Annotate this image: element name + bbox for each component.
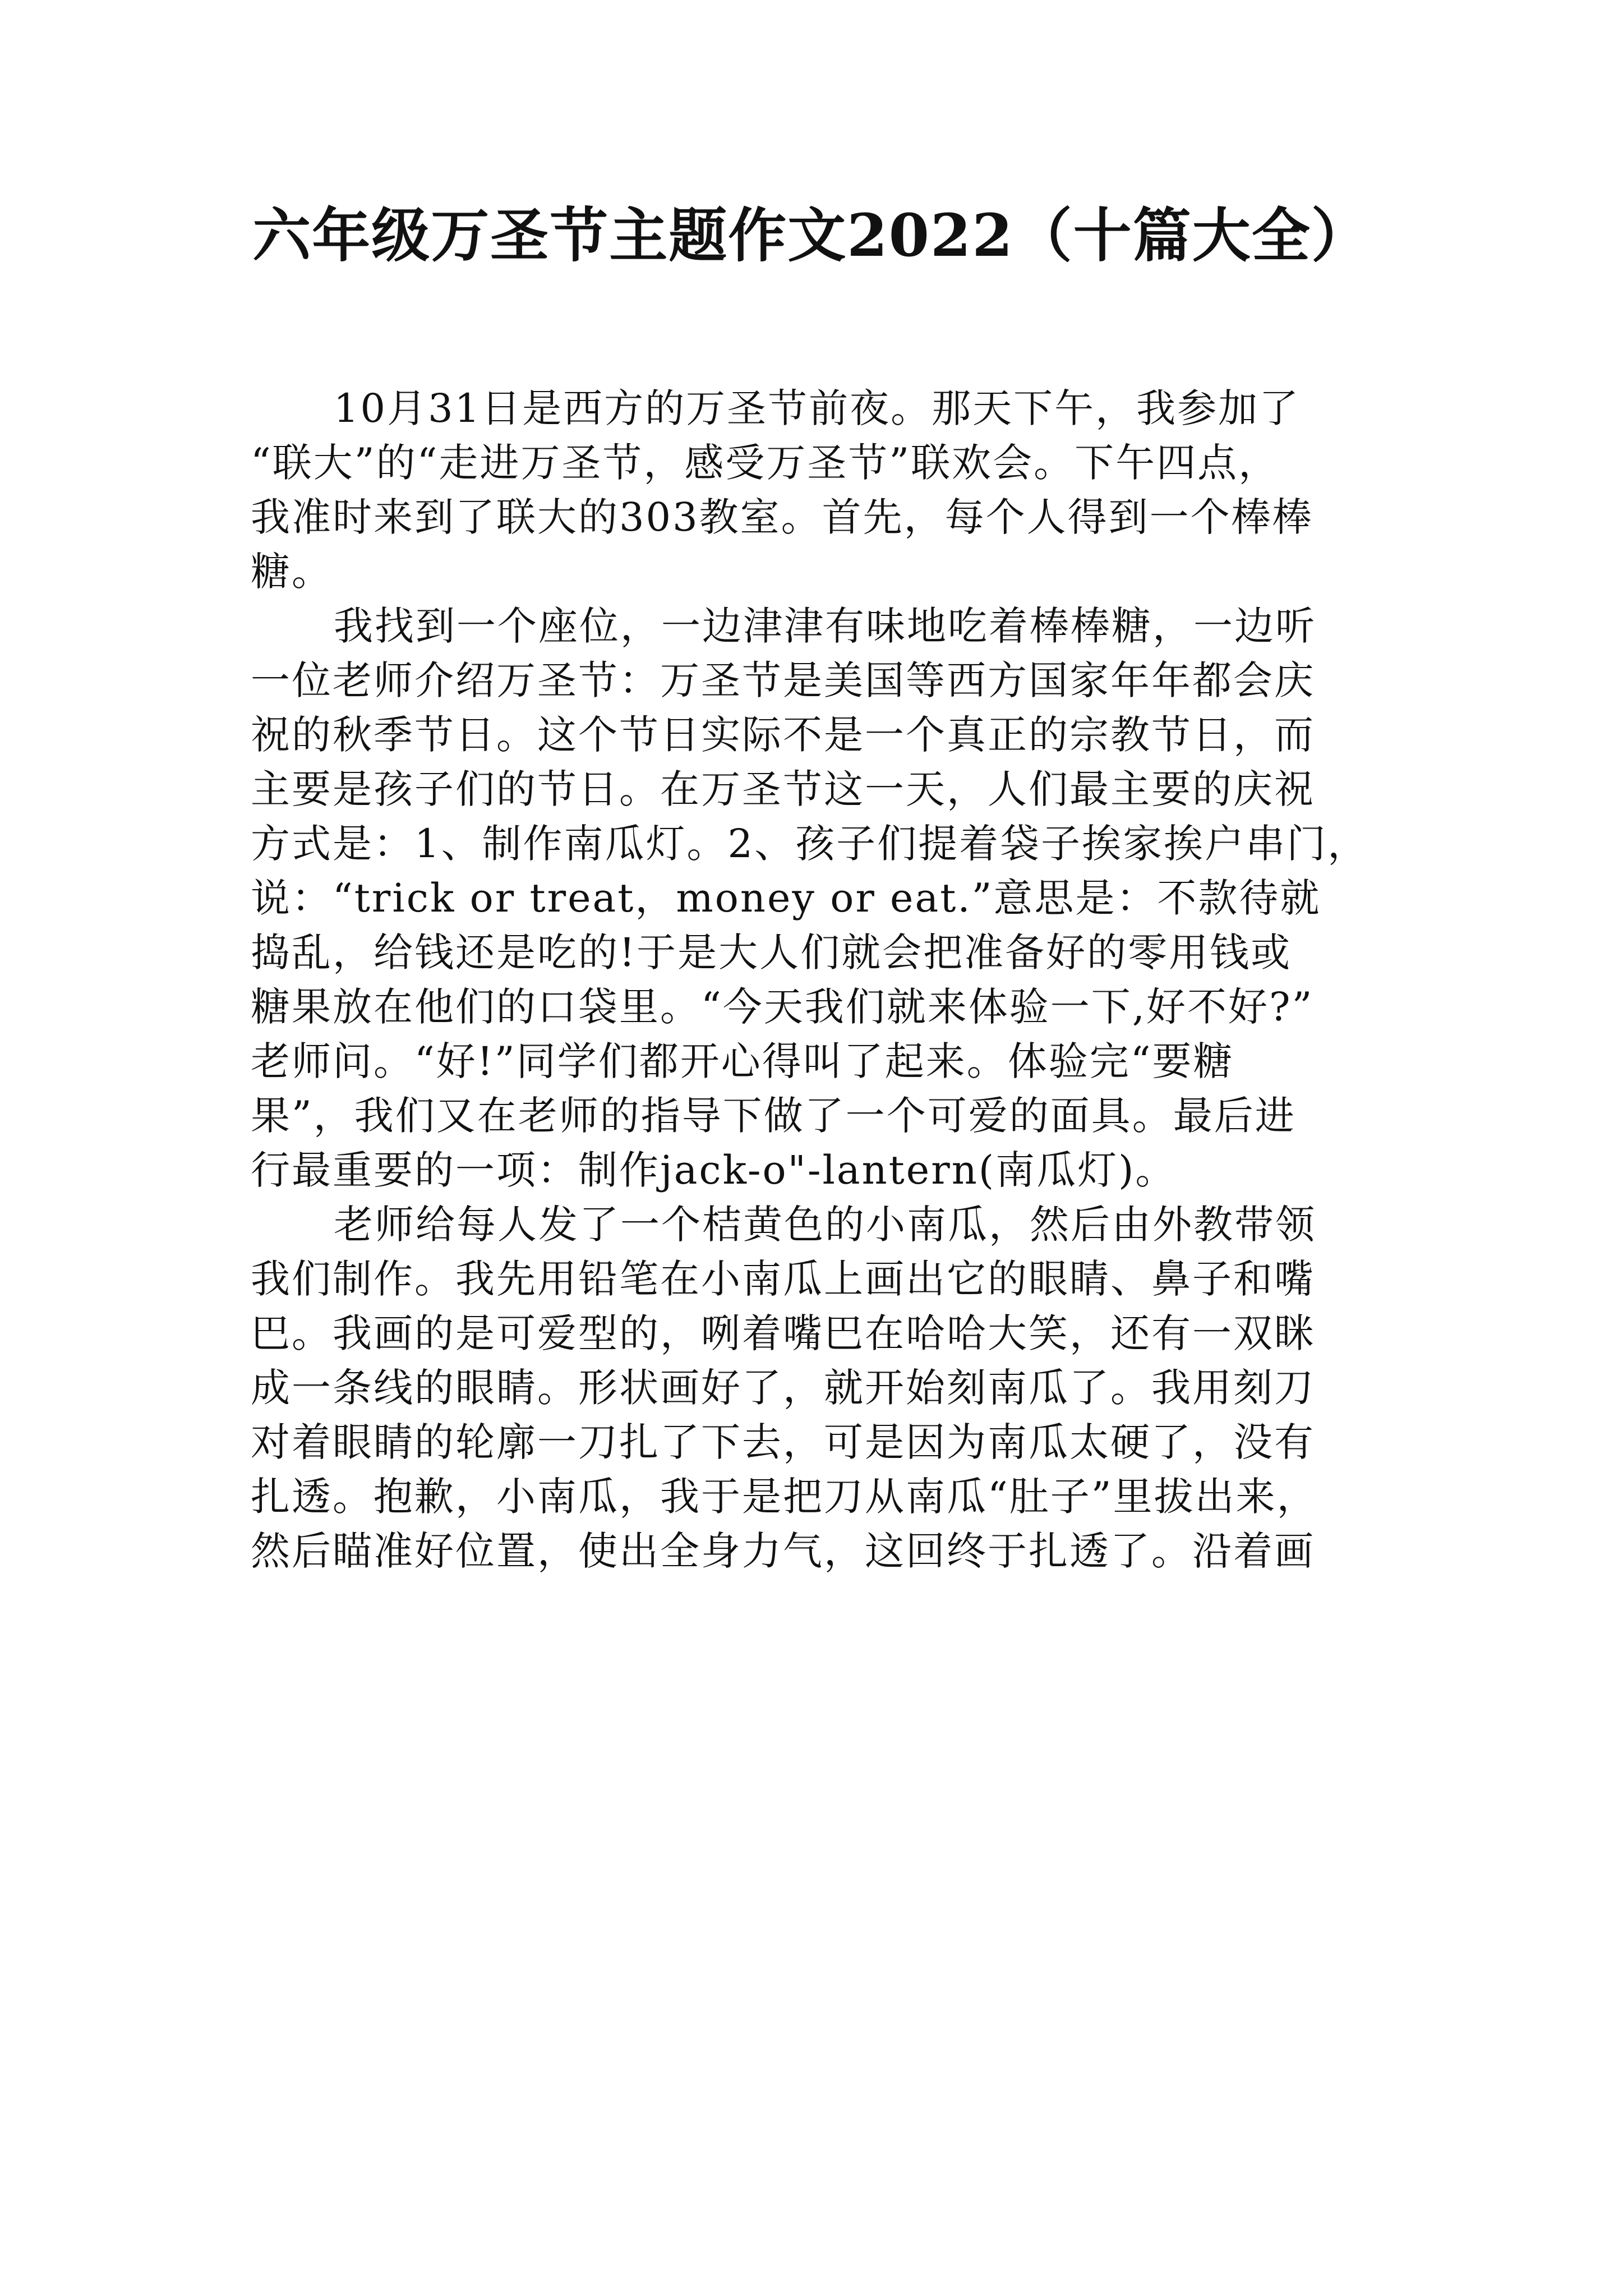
paragraph-line: 主要是孩子们的节日。在万圣节这一天，人们最主要的庆祝: [251, 766, 1315, 812]
paragraph-line: 扎透。抱歉，小南瓜，我于是把刀从南瓜“肚子”里拔出来，: [251, 1474, 1318, 1520]
paragraph-line: 我们制作。我先用铅笔在小南瓜上画出它的眼睛、鼻子和嘴: [251, 1256, 1315, 1302]
paragraph-line: 行最重要的一项：制作jack-o"-lantern(南瓜灯)。: [251, 1147, 1177, 1193]
paragraph-line: 祝的秋季节日。这个节日实际不是一个真正的宗教节日，而: [251, 712, 1315, 758]
paragraph-line: 10月31日是西方的万圣节前夜。那天下午，我参加了: [334, 385, 1301, 431]
paragraph-line: 糖果放在他们的口袋里。“今天我们就来体验一下,好不好?”: [251, 984, 1314, 1030]
paragraph-line: 成一条线的眼睛。形状画好了，就开始刻南瓜了。我用刻刀: [251, 1365, 1315, 1411]
paragraph-line: 果”，我们又在老师的指导下做了一个可爱的面具。最后进: [251, 1093, 1296, 1139]
paragraph-line: 我找到一个座位，一边津津有味地吃着棒棒糖，一边听: [334, 603, 1316, 649]
paragraph-3: [251, 1198, 1389, 1579]
paragraph-1: [251, 381, 1389, 599]
paragraph-line: “联大”的“走进万圣节，感受万圣节”联欢会。下午四点，: [251, 440, 1280, 486]
paragraph-line: 糖。: [251, 549, 333, 595]
paragraph-line: 巴。我画的是可爱型的，咧着嘴巴在哈哈大笑，还有一双眯: [251, 1310, 1315, 1356]
paragraph-line: 然后瞄准好位置，使出全身力气，这回终于扎透了。沿着画: [251, 1528, 1315, 1574]
document-body: [251, 381, 1389, 1579]
paragraph-line: 老师问。“好!”同学们都开心得叫了起来。体验完“要糖: [251, 1038, 1234, 1084]
document-title: 六年级万圣节主题作文2022（十篇大全）: [252, 201, 1371, 270]
paragraph-line: 我准时来到了联大的303教室。首先，每个人得到一个棒棒: [251, 494, 1313, 540]
paragraph-line: 方式是：1、制作南瓜灯。2、孩子们提着袋子挨家挨户串门，: [251, 821, 1369, 867]
paragraph-line: 一位老师介绍万圣节：万圣节是美国等西方国家年年都会庆: [251, 657, 1315, 703]
paragraph-line: 对着眼睛的轮廓一刀扎了下去，可是因为南瓜太硬了，没有: [251, 1419, 1315, 1465]
paragraph-line: 捣乱，给钱还是吃的!于是大人们就会把准备好的零用钱或: [251, 930, 1292, 976]
paragraph-line: 说：“trick or treat，money or eat.”意思是：不款待就: [251, 875, 1321, 921]
paragraph-line: 老师给每人发了一个桔黄色的小南瓜，然后由外教带领: [334, 1202, 1316, 1248]
paragraph-2: [251, 599, 1389, 1198]
